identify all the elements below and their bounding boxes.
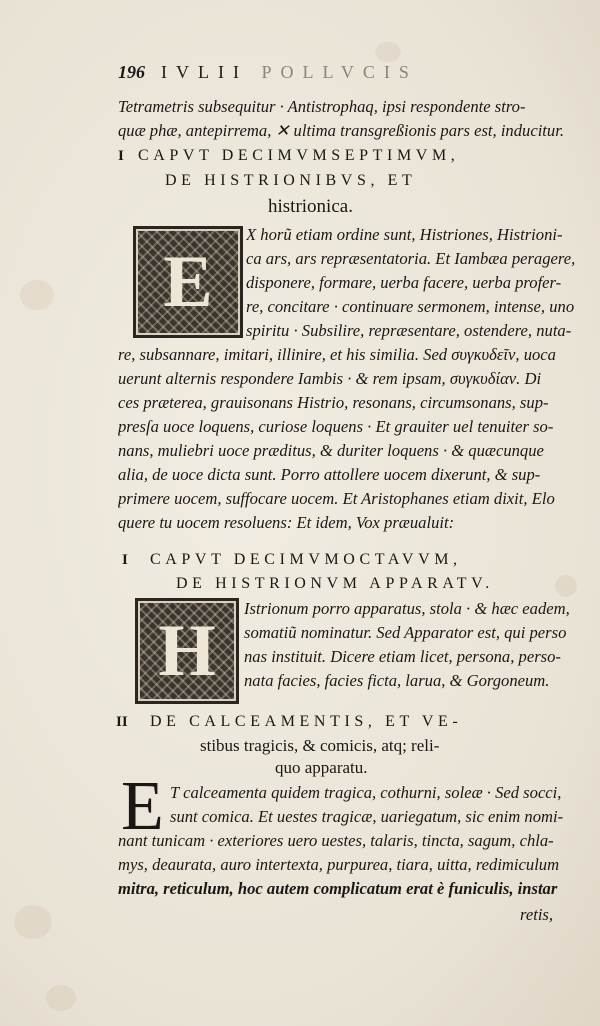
- text-line: quæ phæ, antepirrema, ✕ ultima transgreßionis pars est, inducitur.: [118, 121, 564, 140]
- running-title-part2: POLLVCIS: [261, 62, 418, 82]
- chapter-marker: II: [116, 714, 128, 730]
- text-line: nas instituit. Dicere etiam licet, persona, perso-: [244, 647, 561, 666]
- text-line: retis,: [520, 905, 554, 924]
- paper-stain: [14, 905, 52, 939]
- text-line: quere tu uocem resoluens: Et idem, Vox præualuit:: [118, 513, 455, 532]
- text-line: nata facies, facies ficta, larua, & Gorgoneum.: [244, 671, 550, 690]
- woodcut-initial-frame: [136, 229, 240, 335]
- text-line: ces præterea, grauisonans Histrio, resonans, circumsonans, sup-: [118, 393, 549, 412]
- chapter-subheading: stibus tragicis, & comicis, atq; reli-: [200, 736, 440, 755]
- paper-stain: [555, 575, 577, 597]
- chapter-heading: CAPVT DECIMVMOCTAVVM,: [150, 551, 462, 568]
- text-line: disponere, formare, uerba facere, uerba profer-: [246, 273, 562, 292]
- chapter-subheading: quo apparatu.: [275, 758, 368, 777]
- text-line: ca ars, ars repræsentatoria. Et Iambæa peragere,: [246, 249, 576, 268]
- woodcut-initial: [135, 598, 239, 704]
- chapter-heading: CAPVT DECIMVMSEPTIMVM,: [138, 147, 460, 164]
- running-title-part1: IVLII: [161, 62, 248, 82]
- text-line: sunt comica. Et uestes tragicæ, uariegatum, sic enim nomi-: [170, 807, 564, 826]
- text-line: somatiũ nominatur. Sed Apparator est, qui perso: [244, 623, 567, 642]
- chapter-heading: DE CALCEAMENTIS, ET VE-: [150, 713, 463, 730]
- initial-letter: E: [163, 241, 213, 323]
- paper-stain: [20, 280, 54, 310]
- running-head: [118, 62, 418, 83]
- woodcut-initial: [133, 226, 243, 338]
- text-line: spiritu · Subsilire, repræsentare, ostendere, nuta-: [246, 321, 572, 340]
- text-line: Tetrametris subsequitur · Antistrophaq, ipsi respondente stro-: [118, 97, 526, 116]
- chapter-subheading: DE HISTRIONIBVS, ET: [165, 172, 417, 189]
- initial-letter: H: [158, 610, 216, 692]
- text-line: presſa uoce loquens, curiose loquens · Et grauiter uel tenuiter so-: [118, 417, 554, 436]
- paper-stain: [46, 985, 76, 1011]
- page-number: 196: [118, 62, 145, 82]
- woodcut-initial-frame: [138, 601, 236, 701]
- text-line: primere uocem, suffocare uocem. Et Aristophanes etiam dixit, Elo: [118, 489, 555, 508]
- text-line: T calceamenta quidem tragica, cothurni, soleæ · Sed socci,: [170, 783, 562, 802]
- text-line: re, concitare · continuare sermonem, intense, uno: [246, 297, 575, 316]
- text-line: Istrionum porro apparatus, stola · & hæc eadem,: [244, 599, 570, 618]
- chapter-subheading: DE HISTRIONVM APPARATV.: [176, 575, 494, 592]
- text-line: alia, de uoce dicta sunt. Porro attollere uocem dixerunt, & sup-: [118, 465, 541, 484]
- initial-letter: E: [121, 768, 164, 845]
- chapter-subheading: histrionica.: [268, 196, 353, 217]
- chapter-marker: I: [118, 148, 124, 164]
- text-line: uerunt alternis respondere Iambis · & rem ipsam, συγκυδίαν. Di: [118, 369, 542, 388]
- text-line: nant tunicam · exteriores uero uestes, talaris, tincta, sagum, chla-: [118, 831, 554, 850]
- paper-stain: [375, 42, 401, 62]
- text-line: nans, muliebri uoce præditus, & duriter loquens · & quæcunque: [118, 441, 544, 460]
- text-line: X horũ etiam ordine sunt, Histriones, Histrioni-: [246, 225, 563, 244]
- text-line: mitra, reticulum, hoc autem complicatum erat è funiculis, instar: [118, 879, 558, 898]
- text-line: mys, deaurata, auro intertexta, purpurea, tiara, uitta, redimiculum: [118, 855, 560, 874]
- chapter-marker: I: [122, 552, 128, 568]
- text-line: re, subsannare, imitari, illinire, et his similia. Sed συγκυδεῖν, uoca: [118, 345, 556, 364]
